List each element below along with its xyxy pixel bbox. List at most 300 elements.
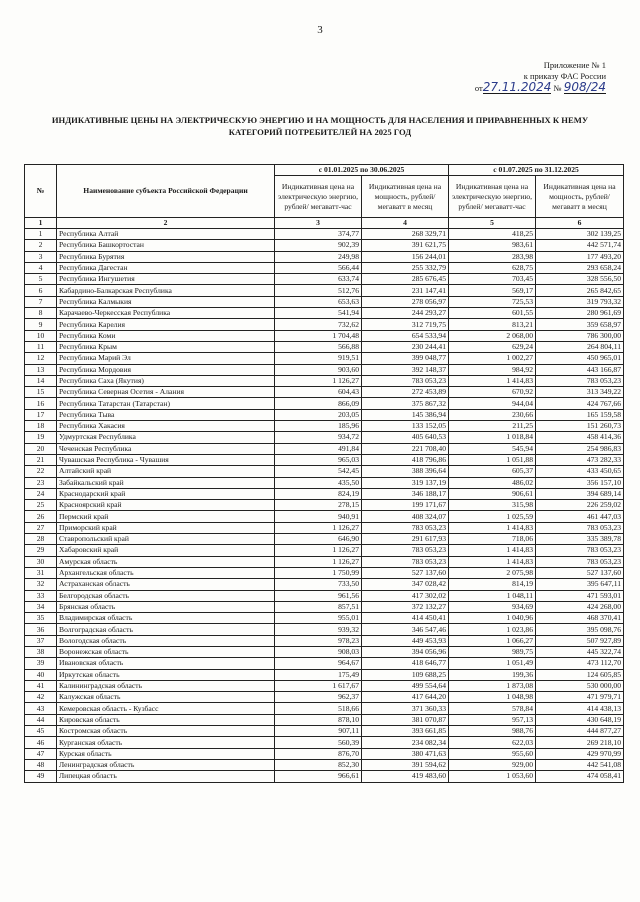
power-price-h1: 391 594,62: [362, 759, 449, 770]
energy-price-h2: 569,17: [449, 285, 536, 296]
power-price-h1: 347 028,42: [362, 579, 449, 590]
annex-block: [475, 60, 606, 94]
row-number: 34: [25, 601, 57, 612]
power-price-h1: 371 360,33: [362, 703, 449, 714]
power-price-h1: 527 137,60: [362, 567, 449, 578]
energy-price-h1: 919,51: [275, 353, 362, 364]
power-price-h2: 444 877,27: [536, 726, 624, 737]
table-row: [25, 488, 624, 499]
energy-price-h2: 2 068,00: [449, 330, 536, 341]
power-price-h1: 418 796,86: [362, 454, 449, 465]
column-index: 4: [362, 218, 449, 229]
power-price-h2: 783 053,23: [536, 375, 624, 386]
energy-price-h2: 605,37: [449, 466, 536, 477]
power-price-h2: 313 349,22: [536, 387, 624, 398]
region-name: Курская область: [57, 748, 275, 759]
table-row: [25, 500, 624, 511]
energy-price-h2: 725,53: [449, 296, 536, 307]
power-price-h1: 381 070,87: [362, 714, 449, 725]
annex-number: 908/24: [563, 80, 606, 94]
table-row: [25, 511, 624, 522]
table-row: [25, 262, 624, 273]
energy-price-h2: 1 414,83: [449, 556, 536, 567]
power-price-h2: 395 647,11: [536, 579, 624, 590]
table-row: [25, 454, 624, 465]
table-row: [25, 308, 624, 319]
row-number: 1: [25, 229, 57, 240]
energy-price-h2: 1 023,86: [449, 624, 536, 635]
region-name: Республика Хакасия: [57, 421, 275, 432]
energy-price-h2: 906,61: [449, 488, 536, 499]
table-row: [25, 771, 624, 782]
column-index: 2: [57, 218, 275, 229]
region-name: Иркутская область: [57, 669, 275, 680]
table-header-periods: [25, 165, 624, 176]
region-name: Брянская область: [57, 601, 275, 612]
energy-price-h2: 283,98: [449, 251, 536, 262]
energy-price-h2: 989,75: [449, 646, 536, 657]
energy-price-h2: 545,94: [449, 443, 536, 454]
energy-price-h2: 944,04: [449, 398, 536, 409]
row-number: 31: [25, 567, 57, 578]
power-price-h2: 335 389,78: [536, 534, 624, 545]
row-number: 6: [25, 285, 57, 296]
annex-title: Приложение № 1: [543, 60, 606, 70]
energy-price-h1: 1 126,27: [275, 556, 362, 567]
table-row: [25, 341, 624, 352]
energy-price-h1: 940,91: [275, 511, 362, 522]
title-line-1: ИНДИКАТИВНЫЕ ЦЕНЫ НА ЭЛЕКТРИЧЕСКУЮ ЭНЕРГИЮ И НА МОЩНОСТЬ ДЛЯ НАСЕЛЕНИЯ И ПРИРАВНЕННЫХ К НЕМУ: [51, 115, 589, 125]
table-row: [25, 522, 624, 533]
row-number: 33: [25, 590, 57, 601]
power-price-h2: 254 986,83: [536, 443, 624, 454]
table-row: [25, 319, 624, 330]
row-number: 21: [25, 454, 57, 465]
energy-price-h2: 418,25: [449, 229, 536, 240]
energy-price-h1: 955,01: [275, 613, 362, 624]
region-name: Хабаровский край: [57, 545, 275, 556]
header-energy-2: Индикативная цена на электрическую энергию, рублей/ мегаватт-час: [449, 176, 536, 218]
table-row: [25, 240, 624, 251]
power-price-h2: 442 541,08: [536, 759, 624, 770]
title-line-2: КАТЕГОРИЙ ПОТРЕБИТЕЛЕЙ НА 2025 ГОД: [228, 127, 412, 137]
region-name: Костромская область: [57, 726, 275, 737]
energy-price-h2: 957,13: [449, 714, 536, 725]
table-row: [25, 703, 624, 714]
power-price-h2: 165 159,58: [536, 409, 624, 420]
power-price-h2: 471 593,01: [536, 590, 624, 601]
energy-price-h2: 629,24: [449, 341, 536, 352]
power-price-h1: 417 644,20: [362, 692, 449, 703]
power-price-h2: 328 556,50: [536, 274, 624, 285]
column-index: 6: [536, 218, 624, 229]
header-period-1: с 01.01.2025 по 30.06.2025: [275, 165, 449, 176]
row-number: 32: [25, 579, 57, 590]
row-number: 14: [25, 375, 57, 386]
energy-price-h2: 1 414,83: [449, 375, 536, 386]
energy-price-h1: 633,74: [275, 274, 362, 285]
row-number: 25: [25, 500, 57, 511]
power-price-h1: 391 621,75: [362, 240, 449, 251]
region-name: Белгородская область: [57, 590, 275, 601]
row-number: 26: [25, 511, 57, 522]
power-price-h2: 471 979,71: [536, 692, 624, 703]
power-price-h2: 458 414,36: [536, 432, 624, 443]
row-number: 43: [25, 703, 57, 714]
row-number: 27: [25, 522, 57, 533]
power-price-h2: 264 804,11: [536, 341, 624, 352]
power-price-h1: 346 547,46: [362, 624, 449, 635]
region-name: Архангельская область: [57, 567, 275, 578]
column-index: 1: [25, 218, 57, 229]
region-name: Республика Карелия: [57, 319, 275, 330]
table-row: [25, 579, 624, 590]
region-name: Республика Бурятия: [57, 251, 275, 262]
table-row: [25, 353, 624, 364]
region-name: Республика Коми: [57, 330, 275, 341]
table-row: [25, 432, 624, 443]
region-name: Республика Алтай: [57, 229, 275, 240]
power-price-h1: 449 453,93: [362, 635, 449, 646]
row-number: 42: [25, 692, 57, 703]
power-price-h1: 199 171,67: [362, 500, 449, 511]
table-row: [25, 330, 624, 341]
power-price-h2: 424 268,00: [536, 601, 624, 612]
power-price-h2: 356 157,10: [536, 477, 624, 488]
power-price-h2: 124 605,85: [536, 669, 624, 680]
energy-price-h2: 622,03: [449, 737, 536, 748]
energy-price-h1: 961,56: [275, 590, 362, 601]
region-name: Республика Ингушетия: [57, 274, 275, 285]
power-price-h1: 278 056,97: [362, 296, 449, 307]
region-name: Кабардино-Балкарская Республика: [57, 285, 275, 296]
region-name: Карачаево-Черкесская Республика: [57, 308, 275, 319]
power-price-h1: 285 676,45: [362, 274, 449, 285]
power-price-h2: 302 139,25: [536, 229, 624, 240]
table-row: [25, 669, 624, 680]
power-price-h2: 445 322,74: [536, 646, 624, 657]
region-name: Краснодарский край: [57, 488, 275, 499]
power-price-h2: 527 137,60: [536, 567, 624, 578]
energy-price-h2: 1 048,98: [449, 692, 536, 703]
energy-price-h2: 2 075,98: [449, 567, 536, 578]
region-name: Республика Татарстан (Татарстан): [57, 398, 275, 409]
energy-price-h1: 824,19: [275, 488, 362, 499]
energy-price-h1: 1 617,67: [275, 680, 362, 691]
power-price-h2: 783 053,23: [536, 545, 624, 556]
energy-price-h1: 866,09: [275, 398, 362, 409]
row-number: 49: [25, 771, 57, 782]
power-price-h2: 293 658,24: [536, 262, 624, 273]
energy-price-h1: 978,23: [275, 635, 362, 646]
annex-from-prefix: от: [474, 83, 483, 93]
energy-price-h1: 908,03: [275, 646, 362, 657]
power-price-h1: 380 471,63: [362, 748, 449, 759]
power-price-h1: 418 646,77: [362, 658, 449, 669]
power-price-h2: 319 793,32: [536, 296, 624, 307]
column-index-row: [25, 218, 624, 229]
power-price-h1: 268 329,71: [362, 229, 449, 240]
energy-price-h1: 541,94: [275, 308, 362, 319]
row-number: 48: [25, 759, 57, 770]
energy-price-h2: 1 414,83: [449, 545, 536, 556]
region-name: Калининградская область: [57, 680, 275, 691]
power-price-h2: 395 098,76: [536, 624, 624, 635]
power-price-h1: 783 053,23: [362, 545, 449, 556]
energy-price-h2: 718,06: [449, 534, 536, 545]
region-name: Волгоградская область: [57, 624, 275, 635]
energy-price-h1: 566,44: [275, 262, 362, 273]
energy-price-h1: 1 750,99: [275, 567, 362, 578]
power-price-h2: 468 370,41: [536, 613, 624, 624]
row-number: 47: [25, 748, 57, 759]
power-price-h2: 433 450,65: [536, 466, 624, 477]
region-name: Курганская область: [57, 737, 275, 748]
energy-price-h2: 1 051,88: [449, 454, 536, 465]
energy-price-h1: 646,90: [275, 534, 362, 545]
energy-price-h1: 560,39: [275, 737, 362, 748]
row-number: 4: [25, 262, 57, 273]
column-index: 5: [449, 218, 536, 229]
power-price-h1: 392 148,37: [362, 364, 449, 375]
power-price-h1: 133 152,05: [362, 421, 449, 432]
region-name: Кемеровская область - Кузбасс: [57, 703, 275, 714]
energy-price-h2: 1 053,60: [449, 771, 536, 782]
row-number: 30: [25, 556, 57, 567]
table-row: [25, 759, 624, 770]
region-name: Вологодская область: [57, 635, 275, 646]
power-price-h2: 359 658,97: [536, 319, 624, 330]
energy-price-h1: 903,60: [275, 364, 362, 375]
table-row: [25, 545, 624, 556]
power-price-h2: 507 927,89: [536, 635, 624, 646]
row-number: 39: [25, 658, 57, 669]
region-name: Калужская область: [57, 692, 275, 703]
power-price-h1: 399 048,77: [362, 353, 449, 364]
energy-price-h1: 902,39: [275, 240, 362, 251]
energy-price-h2: 1 414,83: [449, 522, 536, 533]
energy-price-h2: 230,66: [449, 409, 536, 420]
region-name: Пермский край: [57, 511, 275, 522]
row-number: 23: [25, 477, 57, 488]
row-number: 29: [25, 545, 57, 556]
row-number: 44: [25, 714, 57, 725]
energy-price-h2: 315,98: [449, 500, 536, 511]
power-price-h2: 430 648,19: [536, 714, 624, 725]
energy-price-h1: 1 126,27: [275, 522, 362, 533]
energy-price-h2: 929,00: [449, 759, 536, 770]
energy-price-h1: 939,32: [275, 624, 362, 635]
energy-price-h1: 965,03: [275, 454, 362, 465]
row-number: 20: [25, 443, 57, 454]
row-number: 13: [25, 364, 57, 375]
energy-price-h2: 628,75: [449, 262, 536, 273]
energy-price-h2: 1 002,27: [449, 353, 536, 364]
power-price-h2: 414 438,13: [536, 703, 624, 714]
power-price-h1: 230 244,41: [362, 341, 449, 352]
region-name: Владимирская область: [57, 613, 275, 624]
energy-price-h1: 1 126,27: [275, 545, 362, 556]
region-name: Чеченская Республика: [57, 443, 275, 454]
region-name: Республика Северная Осетия - Алания: [57, 387, 275, 398]
table-row: [25, 534, 624, 545]
row-number: 3: [25, 251, 57, 262]
power-price-h2: 783 053,23: [536, 522, 624, 533]
row-number: 18: [25, 421, 57, 432]
region-name: Республика Тыва: [57, 409, 275, 420]
energy-price-h2: 955,60: [449, 748, 536, 759]
power-price-h1: 417 302,02: [362, 590, 449, 601]
power-price-h2: 450 965,01: [536, 353, 624, 364]
row-number: 19: [25, 432, 57, 443]
energy-price-h1: 374,77: [275, 229, 362, 240]
row-number: 9: [25, 319, 57, 330]
row-number: 16: [25, 398, 57, 409]
energy-price-h2: 988,76: [449, 726, 536, 737]
power-price-h1: 346 188,17: [362, 488, 449, 499]
annex-order: к приказу ФАС России: [523, 71, 606, 81]
energy-price-h2: 1 873,08: [449, 680, 536, 691]
power-price-h2: 473 282,33: [536, 454, 624, 465]
power-price-h1: 312 719,75: [362, 319, 449, 330]
energy-price-h2: 1 048,11: [449, 590, 536, 601]
energy-price-h1: 566,88: [275, 341, 362, 352]
table-row: [25, 364, 624, 375]
energy-price-h1: 249,98: [275, 251, 362, 262]
region-name: Ставропольский край: [57, 534, 275, 545]
power-price-h1: 156 244,01: [362, 251, 449, 262]
header-region: Наименование субъекта Российской Федерации: [57, 165, 275, 218]
energy-price-h1: 435,50: [275, 477, 362, 488]
energy-price-h2: 813,21: [449, 319, 536, 330]
table-row: [25, 726, 624, 737]
region-name: Алтайский край: [57, 466, 275, 477]
power-price-h1: 255 332,79: [362, 262, 449, 273]
power-price-h1: 393 661,85: [362, 726, 449, 737]
energy-price-h1: 962,37: [275, 692, 362, 703]
region-name: Удмуртская Республика: [57, 432, 275, 443]
header-power-2: Индикативная цена на мощность, рублей/мегаватт в месяц: [536, 176, 624, 218]
energy-price-h2: 578,84: [449, 703, 536, 714]
energy-price-h2: 211,25: [449, 421, 536, 432]
power-price-h2: 473 112,70: [536, 658, 624, 669]
region-name: Астраханская область: [57, 579, 275, 590]
row-number: 36: [25, 624, 57, 635]
power-price-h2: 424 767,66: [536, 398, 624, 409]
power-price-h2: 530 000,00: [536, 680, 624, 691]
table-row: [25, 466, 624, 477]
table-row: [25, 285, 624, 296]
energy-price-h1: 857,51: [275, 601, 362, 612]
row-number: 15: [25, 387, 57, 398]
table-row: [25, 229, 624, 240]
power-price-h1: 272 453,89: [362, 387, 449, 398]
energy-price-h1: 964,67: [275, 658, 362, 669]
document-title: [14, 114, 626, 138]
table-row: [25, 635, 624, 646]
power-price-h2: 783 053,23: [536, 556, 624, 567]
power-price-h1: 375 867,32: [362, 398, 449, 409]
power-price-h2: 269 218,10: [536, 737, 624, 748]
row-number: 11: [25, 341, 57, 352]
energy-price-h2: 1 051,49: [449, 658, 536, 669]
energy-price-h1: 907,11: [275, 726, 362, 737]
energy-price-h2: 934,69: [449, 601, 536, 612]
column-index: 3: [275, 218, 362, 229]
table-row: [25, 387, 624, 398]
region-name: Республика Дагестан: [57, 262, 275, 273]
annex-date-line: [475, 82, 606, 94]
row-number: 37: [25, 635, 57, 646]
row-number: 5: [25, 274, 57, 285]
table-row: [25, 375, 624, 386]
power-price-h1: 244 293,27: [362, 308, 449, 319]
power-price-h1: 109 688,25: [362, 669, 449, 680]
power-price-h2: 151 260,73: [536, 421, 624, 432]
region-name: Липецкая область: [57, 771, 275, 782]
energy-price-h2: 984,92: [449, 364, 536, 375]
power-price-h1: 419 483,60: [362, 771, 449, 782]
region-name: Красноярский край: [57, 500, 275, 511]
energy-price-h2: 601,55: [449, 308, 536, 319]
table-row: [25, 274, 624, 285]
energy-price-h1: 876,70: [275, 748, 362, 759]
energy-price-h2: 670,92: [449, 387, 536, 398]
energy-price-h2: 814,19: [449, 579, 536, 590]
row-number: 46: [25, 737, 57, 748]
row-number: 35: [25, 613, 57, 624]
table-row: [25, 296, 624, 307]
energy-price-h2: 199,36: [449, 669, 536, 680]
region-name: Республика Марий Эл: [57, 353, 275, 364]
table-row: [25, 477, 624, 488]
region-name: Республика Башкортостан: [57, 240, 275, 251]
power-price-h1: 145 386,94: [362, 409, 449, 420]
power-price-h1: 221 708,40: [362, 443, 449, 454]
region-name: Республика Калмыкия: [57, 296, 275, 307]
energy-price-h2: 1 040,96: [449, 613, 536, 624]
power-price-h1: 388 396,64: [362, 466, 449, 477]
energy-price-h1: 934,72: [275, 432, 362, 443]
energy-price-h2: 983,61: [449, 240, 536, 251]
region-name: Ивановская область: [57, 658, 275, 669]
energy-price-h1: 852,30: [275, 759, 362, 770]
power-price-h1: 234 082,34: [362, 737, 449, 748]
row-number: 2: [25, 240, 57, 251]
table-row: [25, 590, 624, 601]
row-number: 38: [25, 646, 57, 657]
power-price-h1: 405 640,53: [362, 432, 449, 443]
header-period-2: с 01.07.2025 по 31.12.2025: [449, 165, 624, 176]
power-price-h2: 265 842,65: [536, 285, 624, 296]
energy-price-h1: 878,10: [275, 714, 362, 725]
power-price-h2: 786 300,00: [536, 330, 624, 341]
region-name: Республика Саха (Якутия): [57, 375, 275, 386]
energy-price-h2: 1 025,59: [449, 511, 536, 522]
power-price-h2: 443 166,87: [536, 364, 624, 375]
row-number: 45: [25, 726, 57, 737]
table-row: [25, 646, 624, 657]
energy-price-h2: 1 018,84: [449, 432, 536, 443]
energy-price-h2: 1 066,27: [449, 635, 536, 646]
energy-price-h2: 486,02: [449, 477, 536, 488]
region-name: Чувашская Республика - Чувашия: [57, 454, 275, 465]
power-price-h1: 654 533,94: [362, 330, 449, 341]
energy-price-h1: 604,43: [275, 387, 362, 398]
prices-table: [24, 164, 624, 783]
power-price-h1: 372 132,27: [362, 601, 449, 612]
energy-price-h1: 542,45: [275, 466, 362, 477]
